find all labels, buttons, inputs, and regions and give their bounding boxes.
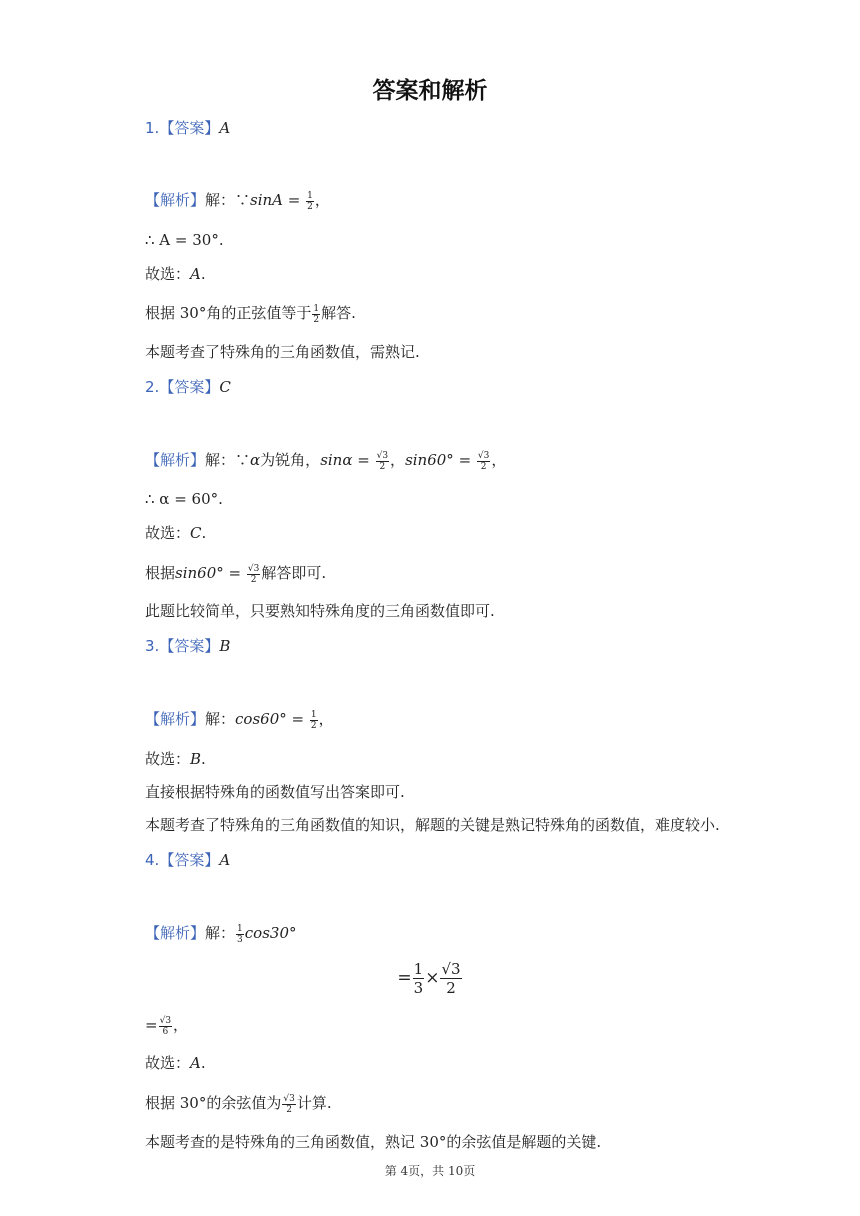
q2-analysis-line-3 — [145, 523, 206, 543]
q4-analysis-line-5 — [145, 1093, 332, 1115]
q4-display-fraction-1 — [413, 960, 425, 997]
q3-l1-numerator: 1 — [310, 709, 317, 720]
q2-analysis-line-1 — [145, 450, 506, 472]
q2-l1-mid: 为锐角， — [260, 451, 321, 469]
q2-l1-fraction-2 — [477, 451, 490, 472]
q3-l2-suffix: . — [201, 750, 206, 768]
q4-analysis-line-1 — [145, 923, 296, 945]
q3-analysis-tag: 【解析】 — [145, 710, 206, 728]
q2-l3-prefix: 故选： — [145, 524, 191, 542]
q2-l1-alpha: α — [250, 451, 261, 469]
q3-analysis-line-4: 本题考查了特殊角的三角函数值的知识，解题的关键是熟记特殊角的函数值，难度较小. — [145, 816, 720, 834]
q2-l1-fraction-1 — [376, 451, 389, 472]
q4-display-eq: = — [397, 968, 412, 988]
q4-l1-prefix: 解： — [205, 924, 236, 942]
q2-analysis-line-4 — [145, 563, 326, 585]
q2-l1-prefix: 解：∵ — [205, 451, 251, 469]
q1-l4-denominator: 2 — [313, 314, 320, 325]
q2-l3-suffix: . — [201, 524, 207, 542]
q4-analysis-tag: 【解析】 — [145, 924, 206, 942]
q1-l1-numerator: 1 — [307, 190, 313, 201]
q2-answer-value: C — [219, 378, 231, 396]
q1-analysis-line-4 — [145, 303, 356, 325]
q2-answer-tag: 【答案】 — [159, 378, 220, 396]
q1-analysis-line-2: ∴ A = 30°. — [145, 231, 224, 249]
q1-analysis-tag: 【解析】 — [145, 191, 206, 209]
q2-l1-sep: ， — [390, 451, 406, 469]
q3-answer-value: B — [219, 637, 231, 655]
q3-analysis-line-3: 直接根据特殊角的函数值写出答案即可. — [145, 783, 405, 801]
q3-answer-tag: 【答案】 — [159, 637, 220, 655]
q3-l2-choice: B — [190, 750, 202, 768]
q3-l1-expr: cos60° = — [235, 710, 309, 728]
q1-l3-choice: A — [190, 265, 201, 283]
q4-display-numerator-1: 1 — [413, 960, 424, 978]
q3-l1-denominator: 2 — [310, 720, 317, 731]
q2-analysis-line-5: 此题比较简单，只要熟知特殊角度的三角函数值即可. — [145, 602, 495, 620]
q2-l1-expr1: sinα = — [320, 451, 375, 469]
q2-l1-numerator-2: √3 — [477, 450, 490, 461]
q2-l1-denominator-2: 2 — [480, 461, 487, 472]
q1-analysis-line-1 — [145, 190, 330, 212]
q1-l4-fraction — [312, 304, 320, 325]
q1-l3-suffix: . — [200, 265, 206, 283]
q2-analysis-tag: 【解析】 — [145, 451, 206, 469]
q4-l5-denominator: 2 — [286, 1104, 292, 1115]
q4-l3-denominator: 6 — [162, 1026, 169, 1037]
q4-number: 4. — [145, 851, 160, 869]
q1-answer-tag: 【答案】 — [159, 119, 220, 137]
q4-l5-suffix: 计算. — [296, 1094, 332, 1112]
q4-analysis-line-3 — [145, 1015, 188, 1037]
q1-l3-prefix: 故选： — [145, 265, 191, 283]
q4-answer-value: A — [219, 851, 231, 869]
q4-l5-numerator: √3 — [283, 1093, 295, 1104]
q3-l1-prefix: 解： — [205, 710, 236, 728]
q4-l1-expr: cos30° — [244, 924, 297, 942]
q4-l3-suffix: ， — [173, 1016, 189, 1034]
q4-answer-line — [145, 850, 230, 870]
q4-l3-fraction — [159, 1016, 172, 1037]
q3-l1-suffix: ， — [318, 710, 334, 728]
q4-analysis-line-6: 本题考查的是特殊角的三角函数值，熟记 30°的余弦值是解题的关键. — [145, 1133, 602, 1151]
q3-l2-prefix: 故选： — [145, 750, 191, 768]
q1-l4-numerator: 1 — [313, 303, 320, 314]
q4-l3-eq: = — [145, 1016, 158, 1034]
q2-l4-fraction — [247, 564, 260, 585]
q4-l5-fraction — [282, 1094, 295, 1115]
q2-l1-suffix: ， — [491, 451, 507, 469]
q1-l4-prefix: 根据 30°角的正弦值等于 — [145, 304, 312, 322]
q3-analysis-line-2 — [145, 749, 206, 769]
q1-analysis-line-5: 本题考查了特殊角的三角函数值，需熟记. — [145, 343, 420, 361]
page-title: 答案和解析 — [372, 78, 488, 104]
q4-l4-suffix: . — [200, 1054, 206, 1072]
q4-l5-prefix: 根据 30°的余弦值为 — [145, 1094, 282, 1112]
q4-display-times: × — [425, 968, 440, 988]
q2-analysis-line-2: ∴ α = 60°. — [145, 490, 223, 508]
q2-l1-numerator-1: √3 — [376, 450, 389, 461]
q4-display-equation — [0, 960, 860, 997]
q2-l1-denominator-1: 2 — [379, 461, 386, 472]
q1-l1-denominator: 2 — [307, 201, 313, 212]
q1-answer-value: A — [219, 119, 231, 137]
q2-number: 2. — [145, 378, 160, 396]
q1-number: 1. — [145, 119, 160, 137]
q4-l4-prefix: 故选： — [145, 1054, 191, 1072]
q4-display-denominator-2: 2 — [446, 979, 456, 997]
q4-answer-tag: 【答案】 — [159, 851, 220, 869]
q4-display-denominator-1: 3 — [413, 979, 424, 997]
q2-l4-expr: sin60° = — [175, 564, 246, 582]
q4-l1-fraction — [236, 924, 244, 945]
q3-number: 3. — [145, 637, 160, 655]
q1-l1-prefix: 解：∵ — [205, 191, 251, 209]
q2-l4-suffix: 解答即可. — [261, 564, 327, 582]
q2-answer-line — [145, 377, 231, 397]
q4-l1-numerator: 1 — [237, 923, 243, 934]
q4-analysis-line-4 — [145, 1053, 206, 1073]
q3-l1-fraction — [310, 710, 318, 731]
q1-answer-line — [145, 118, 230, 138]
q1-l1-expr: sinA = — [250, 191, 306, 209]
page-footer: 第 4页，共 10页 — [384, 1164, 476, 1178]
q2-l3-choice: C — [190, 524, 202, 542]
q1-l1-fraction — [306, 191, 314, 212]
q4-l3-numerator: √3 — [159, 1015, 172, 1026]
q4-l1-denominator: 3 — [237, 934, 243, 945]
q2-l1-expr2: sin60° = — [405, 451, 476, 469]
q4-display-fraction-2 — [440, 960, 461, 997]
q2-l4-prefix: 根据 — [145, 564, 176, 582]
q3-analysis-line-1 — [145, 709, 334, 731]
q1-analysis-line-3 — [145, 264, 206, 284]
q4-display-numerator-2: √3 — [441, 960, 461, 978]
q2-l4-denominator: 2 — [250, 574, 257, 585]
q1-l1-suffix: ， — [314, 191, 330, 209]
q1-l4-suffix: 解答. — [321, 304, 356, 322]
q2-l4-numerator: √3 — [247, 563, 260, 574]
q3-answer-line — [145, 636, 230, 656]
q4-l4-choice: A — [190, 1054, 201, 1072]
